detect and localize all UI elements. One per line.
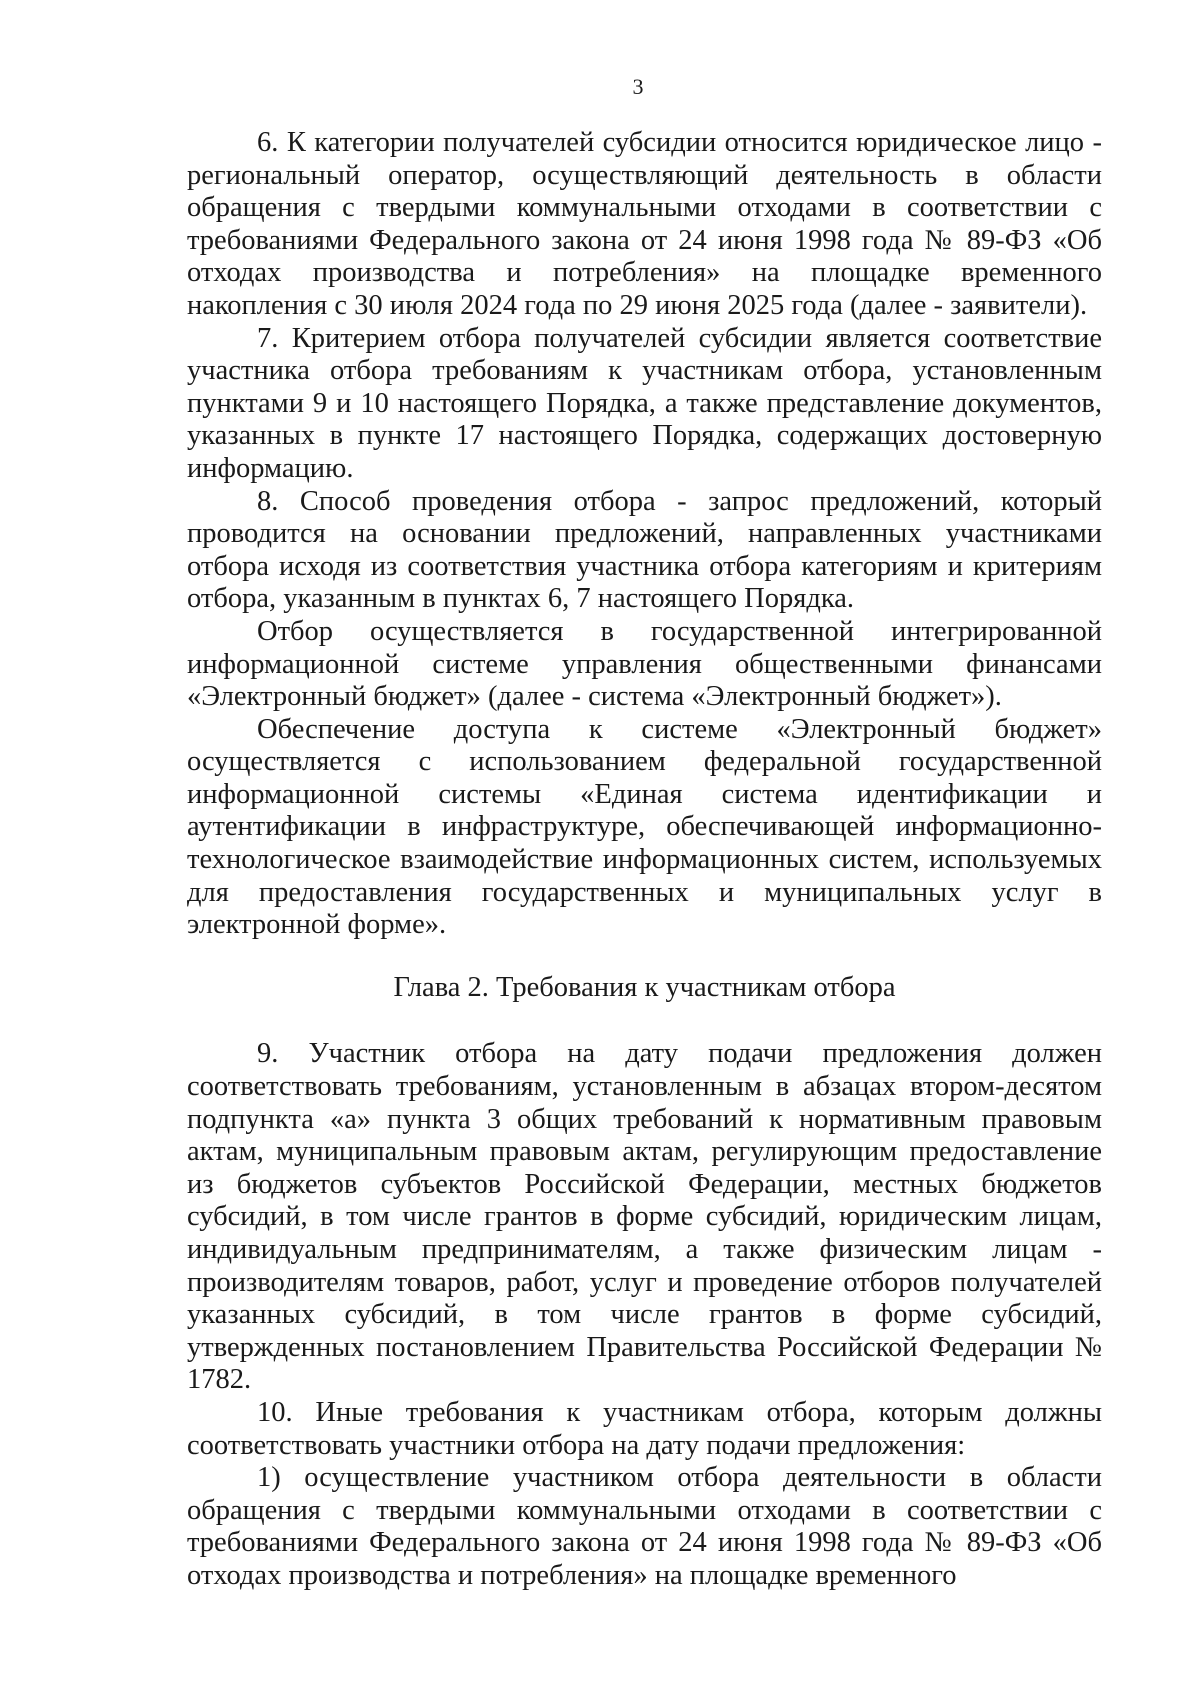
document-body xyxy=(187,127,1102,1593)
paragraph-7: 7. Критерием отбора получателей субсидии является соответствие участника отбора требованиям к участникам отбора, установленным пунктами 9 и 10 настоящего Порядка, а также представление документов, указанных в пункте 17 настоящего Порядка, содержащих достоверную информацию. xyxy=(187,322,1102,484)
paragraph-9: 9. Участник отбора на дату подачи предложения должен соответствовать требованиям, установленным в абзацах втором-десятом подпункта «а» пункта 3 общих требований к нормативным правовым актам, муниципальным правовым актам, регулирующим предоставление из бюджетов субъектов Российской Федерации, местных бюджетов субсидий, в том числе грантов в форме субсидий, юридическим лицам, индивидуальным предпринимателям, а также физическим лицам - производителям товаров, работ, услуг и проведение отборов получателей указанных субсидий, в том числе грантов в форме субсидий, утвержденных постановлением Правительства Российской Федерации № 1782. xyxy=(187,1038,1102,1396)
paragraph-6: 6. К категории получателей субсидии относится юридическое лицо - региональный оператор, осуществляющий деятельность в области обращения с твердыми коммунальными отходами в соответствии с требованиями Федерального закона от 24 июня 1998 года № 89-ФЗ «Об отходах производства и потребления» на площадке временного накопления с 30 июля 2024 года по 29 июня 2025 года (далее - заявители). xyxy=(187,127,1102,321)
page-number: 3 xyxy=(632,74,644,99)
paragraph-8: 8. Способ проведения отбора - запрос предложений, который проводится на основании предложений, направленных участниками отбора исходя из соответствия участника отбора категориям и критериям отбора, указанным в пунктах 6, 7 настоящего Порядка. xyxy=(187,485,1102,615)
paragraph-10: 10. Иные требования к участникам отбора, которым должны соответствовать участники отбора на дату подачи предложения: xyxy=(187,1396,1102,1461)
paragraph-access: Обеспечение доступа к системе «Электронный бюджет» осуществляется с использованием федеральной государственной информационной системы «Единая система идентификации и аутентификации в инфраструктуре, обеспечивающей информационно-технологическое взаимодействие информационных систем, используемых для предоставления государственных и муниципальных услуг в электронной форме». xyxy=(187,713,1102,941)
chapter-title: Глава 2. Требования к участникам отбора xyxy=(393,971,896,1003)
paragraph-selection-system: Отбор осуществляется в государственной интегрированной информационной системе управления общественными финансами «Электронный бюджет» (далее - система «Электронный бюджет»). xyxy=(187,615,1102,713)
paragraph-10-item-1: 1) осуществление участником отбора деятельности в области обращения с твердыми коммунальными отходами в соответствии с требованиями Федерального закона от 24 июня 1998 года № 89-ФЗ «Об отходах производства и потребления» на площадке временного xyxy=(187,1462,1102,1591)
